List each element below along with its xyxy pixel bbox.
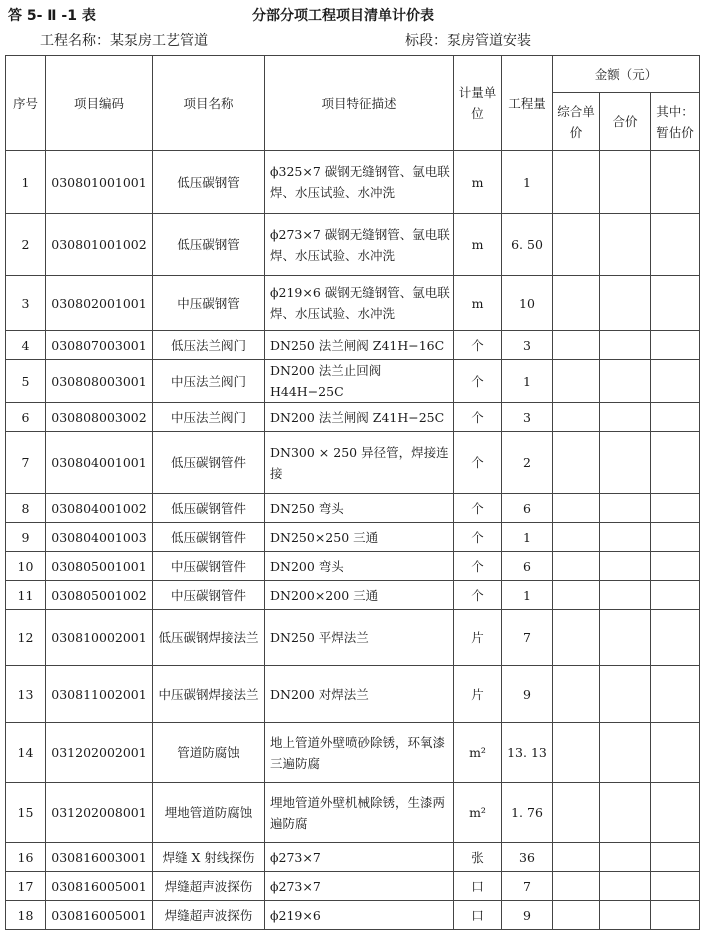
cell-qty: 2: [502, 432, 553, 494]
cell-no: 14: [6, 723, 46, 783]
cell-unit: 片: [454, 666, 502, 723]
cell-estimate: [651, 610, 700, 666]
cell-unit: m²: [454, 723, 502, 783]
cell-qty: 6. 50: [502, 214, 553, 276]
cell-total: [600, 552, 651, 581]
header-name: 项目名称: [153, 56, 265, 151]
cell-code: 031202002001: [46, 723, 153, 783]
cell-name: 中压碳钢管件: [153, 552, 265, 581]
cell-code: 030801001002: [46, 214, 153, 276]
cell-no: 15: [6, 783, 46, 843]
header-code: 项目编码: [46, 56, 153, 151]
table-row: [6, 214, 700, 276]
cell-no: 9: [6, 523, 46, 552]
table-row: [6, 610, 700, 666]
cell-no: 6: [6, 403, 46, 432]
cell-code: 030802001001: [46, 276, 153, 331]
header-no: 序号: [6, 56, 46, 151]
cell-estimate: [651, 783, 700, 843]
cell-name: 低压碳钢焊接法兰: [153, 610, 265, 666]
cell-unit-price: [553, 901, 600, 930]
table-row: [6, 552, 700, 581]
cell-unit-price: [553, 360, 600, 403]
cell-no: 4: [6, 331, 46, 360]
table-row: [6, 331, 700, 360]
cell-code: 030816005001: [46, 901, 153, 930]
cell-unit: 个: [454, 581, 502, 610]
table-number: 答 5- Ⅱ -1 表: [8, 8, 96, 24]
cell-code: 030816003001: [46, 843, 153, 872]
cell-no: 16: [6, 843, 46, 872]
cell-total: [600, 666, 651, 723]
cell-unit-price: [553, 276, 600, 331]
cell-desc: DN250 法兰闸阀 Z41H−16C: [265, 331, 454, 360]
cell-unit: m: [454, 151, 502, 214]
cell-code: 031202008001: [46, 783, 153, 843]
cell-unit-price: [553, 843, 600, 872]
header-unit-price: 综合单价: [553, 93, 600, 151]
cell-desc: DN250×250 三通: [265, 523, 454, 552]
table-row: [6, 901, 700, 930]
cell-unit: 张: [454, 843, 502, 872]
cell-unit: 个: [454, 403, 502, 432]
cell-unit-price: [553, 331, 600, 360]
cell-name: 低压碳钢管件: [153, 432, 265, 494]
cell-name: 中压法兰阀门: [153, 403, 265, 432]
section-name: 标段：泵房管道安装: [405, 33, 531, 49]
table-row: [6, 523, 700, 552]
cell-no: 13: [6, 666, 46, 723]
cell-total: [600, 901, 651, 930]
cell-qty: 10: [502, 276, 553, 331]
cell-name: 中压碳钢管件: [153, 581, 265, 610]
cell-unit-price: [553, 581, 600, 610]
cell-estimate: [651, 523, 700, 552]
cell-estimate: [651, 432, 700, 494]
cell-desc: ϕ273×7: [265, 843, 454, 872]
cell-unit-price: [553, 872, 600, 901]
cell-no: 10: [6, 552, 46, 581]
cell-total: [600, 610, 651, 666]
cell-unit-price: [553, 403, 600, 432]
cell-estimate: [651, 552, 700, 581]
cell-estimate: [651, 214, 700, 276]
cell-desc: ϕ273×7 碳钢无缝钢管、氩电联焊、水压试验、水冲洗: [265, 214, 454, 276]
cell-qty: 1: [502, 523, 553, 552]
cell-estimate: [651, 276, 700, 331]
cell-total: [600, 843, 651, 872]
cell-code: 030804001001: [46, 432, 153, 494]
cell-code: 030804001003: [46, 523, 153, 552]
cell-desc: ϕ219×6: [265, 901, 454, 930]
cell-estimate: [651, 494, 700, 523]
cell-name: 中压法兰阀门: [153, 360, 265, 403]
cell-qty: 1: [502, 581, 553, 610]
cell-no: 12: [6, 610, 46, 666]
cell-unit-price: [553, 723, 600, 783]
cell-desc: DN200 法兰闸阀 Z41H−25C: [265, 403, 454, 432]
table-row: [6, 666, 700, 723]
cell-unit: 个: [454, 432, 502, 494]
cell-estimate: [651, 151, 700, 214]
cell-unit-price: [553, 610, 600, 666]
cell-desc: DN200 对焊法兰: [265, 666, 454, 723]
cell-name: 焊缝超声波探伤: [153, 872, 265, 901]
cell-total: [600, 723, 651, 783]
cell-desc: ϕ273×7: [265, 872, 454, 901]
cell-no: 8: [6, 494, 46, 523]
cell-no: 2: [6, 214, 46, 276]
cell-estimate: [651, 666, 700, 723]
bill-table: [5, 55, 700, 930]
cell-unit: 口: [454, 901, 502, 930]
cell-name: 低压碳钢管: [153, 151, 265, 214]
cell-unit-price: [553, 214, 600, 276]
cell-code: 030808003001: [46, 360, 153, 403]
cell-unit: m: [454, 214, 502, 276]
header-amount: 金额（元）: [553, 56, 700, 93]
cell-qty: 1: [502, 360, 553, 403]
table-row: [6, 783, 700, 843]
cell-qty: 13. 13: [502, 723, 553, 783]
cell-desc: 地上管道外壁喷砂除锈，环氧漆三遍防腐: [265, 723, 454, 783]
header-unit: 计量单位: [454, 56, 502, 151]
cell-desc: DN300 × 250 异径管，焊接连接: [265, 432, 454, 494]
cell-name: 焊缝 X 射线探伤: [153, 843, 265, 872]
cell-estimate: [651, 581, 700, 610]
cell-estimate: [651, 403, 700, 432]
cell-name: 埋地管道防腐蚀: [153, 783, 265, 843]
cell-unit: 个: [454, 523, 502, 552]
cell-qty: 7: [502, 872, 553, 901]
cell-code: 030811002001: [46, 666, 153, 723]
cell-code: 030808003002: [46, 403, 153, 432]
cell-code: 030805001002: [46, 581, 153, 610]
table-row: [6, 723, 700, 783]
cell-estimate: [651, 843, 700, 872]
cell-no: 18: [6, 901, 46, 930]
cell-unit: m: [454, 276, 502, 331]
header-desc: 项目特征描述: [265, 56, 454, 151]
header-total: 合价: [600, 93, 651, 151]
cell-qty: 3: [502, 403, 553, 432]
cell-no: 1: [6, 151, 46, 214]
cell-unit-price: [553, 494, 600, 523]
cell-total: [600, 403, 651, 432]
table-row: [6, 581, 700, 610]
cell-unit: 个: [454, 552, 502, 581]
cell-unit-price: [553, 432, 600, 494]
cell-name: 焊缝超声波探伤: [153, 901, 265, 930]
cell-unit-price: [553, 666, 600, 723]
table-row: [6, 494, 700, 523]
cell-code: 030810002001: [46, 610, 153, 666]
cell-desc: DN250 弯头: [265, 494, 454, 523]
table-row: [6, 403, 700, 432]
cell-desc: DN250 平焊法兰: [265, 610, 454, 666]
cell-estimate: [651, 723, 700, 783]
cell-no: 17: [6, 872, 46, 901]
cell-unit-price: [553, 783, 600, 843]
cell-unit: 个: [454, 360, 502, 403]
cell-qty: 7: [502, 610, 553, 666]
header-estimate: 其中：暂估价: [651, 93, 700, 151]
cell-qty: 1. 76: [502, 783, 553, 843]
table-row: [6, 276, 700, 331]
cell-total: [600, 360, 651, 403]
cell-code: 030804001002: [46, 494, 153, 523]
cell-estimate: [651, 360, 700, 403]
cell-no: 5: [6, 360, 46, 403]
cell-unit: 口: [454, 872, 502, 901]
cell-unit-price: [553, 552, 600, 581]
cell-estimate: [651, 331, 700, 360]
cell-estimate: [651, 872, 700, 901]
cell-desc: DN200×200 三通: [265, 581, 454, 610]
cell-total: [600, 581, 651, 610]
cell-unit: 个: [454, 331, 502, 360]
cell-no: 7: [6, 432, 46, 494]
cell-code: 030807003001: [46, 331, 153, 360]
cell-qty: 36: [502, 843, 553, 872]
cell-no: 11: [6, 581, 46, 610]
table-row: [6, 360, 700, 403]
table-row: [6, 843, 700, 872]
table-body: [6, 151, 700, 930]
cell-qty: 3: [502, 331, 553, 360]
cell-desc: ϕ219×6 碳钢无缝钢管、氩电联焊、水压试验、水冲洗: [265, 276, 454, 331]
cell-total: [600, 276, 651, 331]
cell-code: 030801001001: [46, 151, 153, 214]
project-name: 工程名称：某泵房工艺管道: [40, 33, 208, 49]
cell-qty: 1: [502, 151, 553, 214]
cell-unit: m²: [454, 783, 502, 843]
cell-unit-price: [553, 523, 600, 552]
cell-qty: 6: [502, 552, 553, 581]
cell-code: 030805001001: [46, 552, 153, 581]
cell-total: [600, 432, 651, 494]
cell-total: [600, 151, 651, 214]
cell-name: 低压碳钢管: [153, 214, 265, 276]
cell-unit: 片: [454, 610, 502, 666]
cell-qty: 9: [502, 666, 553, 723]
cell-total: [600, 331, 651, 360]
cell-desc: DN200 弯头: [265, 552, 454, 581]
cell-qty: 6: [502, 494, 553, 523]
cell-desc: DN200 法兰止回阀 H44H−25C: [265, 360, 454, 403]
cell-total: [600, 783, 651, 843]
table-row: [6, 872, 700, 901]
cell-qty: 9: [502, 901, 553, 930]
cell-name: 管道防腐蚀: [153, 723, 265, 783]
cell-name: 低压法兰阀门: [153, 331, 265, 360]
cell-estimate: [651, 901, 700, 930]
cell-total: [600, 523, 651, 552]
cell-desc: ϕ325×7 碳钢无缝钢管、氩电联焊、水压试验、水冲洗: [265, 151, 454, 214]
page-title: 分部分项工程项目清单计价表: [252, 8, 434, 24]
header-qty: 工程量: [502, 56, 553, 151]
cell-no: 3: [6, 276, 46, 331]
cell-unit-price: [553, 151, 600, 214]
cell-unit: 个: [454, 494, 502, 523]
cell-code: 030816005001: [46, 872, 153, 901]
cell-name: 中压碳钢焊接法兰: [153, 666, 265, 723]
cell-total: [600, 872, 651, 901]
table-row: [6, 432, 700, 494]
table-row: [6, 151, 700, 214]
cell-total: [600, 494, 651, 523]
cell-desc: 埋地管道外壁机械除锈，生漆两遍防腐: [265, 783, 454, 843]
cell-name: 低压碳钢管件: [153, 494, 265, 523]
cell-name: 低压碳钢管件: [153, 523, 265, 552]
cell-total: [600, 214, 651, 276]
cell-name: 中压碳钢管: [153, 276, 265, 331]
